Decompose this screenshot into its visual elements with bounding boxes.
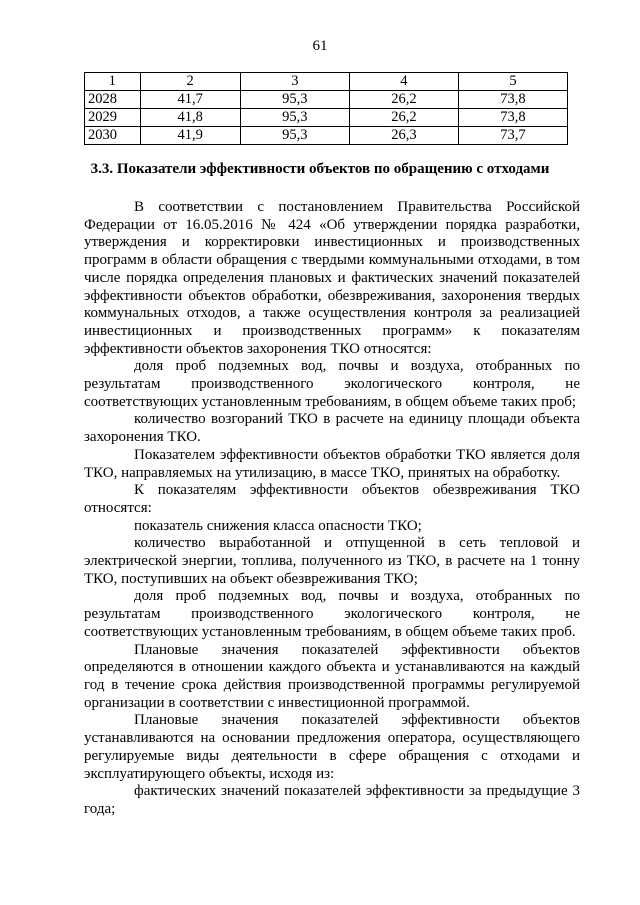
- data-table: [84, 72, 568, 145]
- list-item: количество выработанной и отпущенной в сеть тепловой и электрической энергии, топлива, полученного из ТКО, в расчете на 1 тонну ТКО, поступивших на объект обезвреживания ТКО;: [84, 535, 580, 587]
- section-heading: 3.3. Показатели эффективности объектов по обращению с отходами: [90, 161, 550, 177]
- table-cell: 95,3: [240, 127, 349, 145]
- table-cell: 73,8: [458, 109, 567, 127]
- table-cell: 2029: [85, 109, 141, 127]
- table-row: [85, 91, 568, 109]
- table-header-cell: 3: [240, 73, 349, 91]
- table-row: [85, 127, 568, 145]
- table-header-cell: 5: [458, 73, 567, 91]
- page-number: 61: [312, 38, 328, 54]
- body-text: [84, 199, 580, 819]
- paragraph: Показателем эффективности объектов обработки ТКО является доля ТКО, направляемых на утилизацию, в массе ТКО, принятых на обработку.: [84, 446, 580, 481]
- list-item: доля проб подземных вод, почвы и воздуха, отобранных по результатам производственного экологического контроля, не соответствующих установленным требованиям, в общем объеме таких проб;: [84, 358, 580, 410]
- table-row: [85, 109, 568, 127]
- list-item: доля проб подземных вод, почвы и воздуха, отобранных по результатам производственного экологического контроля, не соответствующих установленным требованиям, в общем объеме таких проб.: [84, 588, 580, 640]
- table-cell: 26,3: [349, 127, 458, 145]
- list-item: количество возгораний ТКО в расчете на единицу площади объекта захоронения ТКО.: [84, 411, 580, 446]
- table-cell: 73,7: [458, 127, 567, 145]
- paragraph: Плановые значения показателей эффективности объектов устанавливаются на основании предложения оператора, осуществляющего регулируемые виды деятельности в сфере обращения с отходами и эксплуатирующего объекты, исходя из:: [84, 712, 580, 782]
- table-cell: 95,3: [240, 109, 349, 127]
- table-header-row: [85, 73, 568, 91]
- table-cell: 73,8: [458, 91, 567, 109]
- table-cell: 41,8: [140, 109, 240, 127]
- paragraph: Плановые значения показателей эффективности объектов определяются в отношении каждого объекта и устанавливаются на каждый год в течение срока действия производственной программы регулируемой организации в соответствии с инвестиционной программой.: [84, 641, 580, 711]
- table-cell: 41,7: [140, 91, 240, 109]
- table-cell: 41,9: [140, 127, 240, 145]
- table-cell: 26,2: [349, 109, 458, 127]
- table-cell: 26,2: [349, 91, 458, 109]
- table-header-cell: 1: [85, 73, 141, 91]
- table-cell: 95,3: [240, 91, 349, 109]
- paragraph: В соответствии с постановлением Правительства Российской Федерации от 16.05.2016 № 424 «Об утверждении порядка разработки, утверждения и корректировки инвестиционных и производственных программ в области обращения с твердыми коммунальными отходами, в том числе порядка определения плановых и фактических значений показателей эффективности объектов обработки, обезвреживания, захоронения твердых коммунальных отходов, а также осуществления контроля за реализацией инвестиционных и производственных программ» к показателям эффективности объектов захоронения ТКО относятся:: [84, 199, 580, 357]
- table-cell: 2028: [85, 91, 141, 109]
- table-header-cell: 4: [349, 73, 458, 91]
- table-header-cell: 2: [140, 73, 240, 91]
- list-item: показатель снижения класса опасности ТКО;: [134, 517, 422, 534]
- paragraph: К показателям эффективности объектов обезвреживания ТКО относятся:: [84, 482, 580, 516]
- table-cell: 2030: [85, 127, 141, 145]
- list-item: фактических значений показателей эффективности за предыдущие 3 года;: [84, 783, 580, 817]
